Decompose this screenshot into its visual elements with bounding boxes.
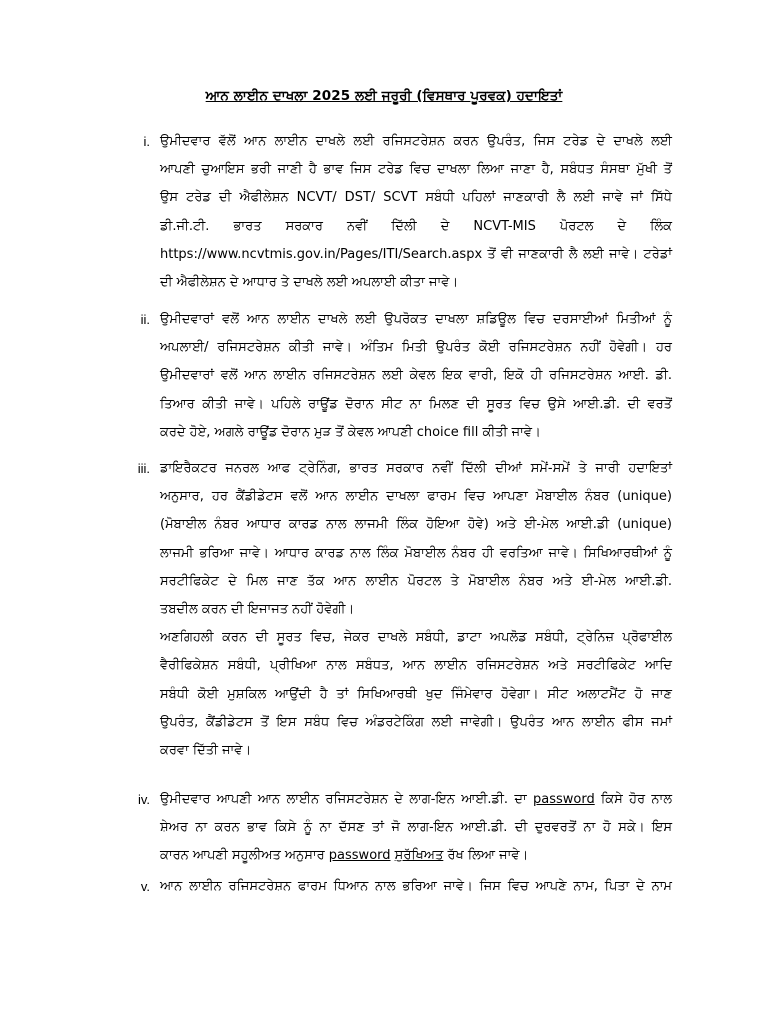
- item-text: [160, 873, 672, 901]
- text-line: ਕਰਵਾ ਦਿੱਤੀ ਜਾਵੇ।: [160, 743, 252, 759]
- secure-term: ਸੁਰੱਖਿਅਤ: [394, 848, 444, 864]
- item-text: [160, 306, 672, 447]
- text-line: ਵੈਰੀਫਿਕੇਸ਼ਨ ਸਬੰਧੀ, ਪ੍ਰੀਖਿਆ ਨਾਲ ਸਬੰਧਤ, ਆਨ ਲਾਈਨ ਰਜਿਸਟਰੇਸ਼ਨ ਅਤੇ ਸਰਟੀਫਿਕੇਟ ਆਦਿ: [160, 658, 672, 674]
- text-segment: ਕਿਸੇ ਹੋਰ ਨਾਲ: [594, 792, 673, 807]
- text-line: ਉਮੀਦਵਾਰ ਵੱਲੋਂ ਆਨ ਲਾਈਨ ਦਾਖਲੇ ਲਈ ਰਜਿਸਟਰੇਸ਼ਨ ਕਰਨ ਉਪਰੰਤ, ਜਿਸ ਟਰੇਡ ਦੇ ਦਾਖਲੇ ਲਈ: [160, 134, 672, 149]
- text-line: ਦੀ ਐਫੀਲੇਸ਼ਨ ਦੇ ਆਧਾਰ ਤੇ ਦਾਖਲੇ ਲਈ ਅਪਲਾਈ ਕੀਤਾ ਜਾਵੇ।: [160, 275, 459, 291]
- text-line: ਅਪਲਾਈ/ ਰਜਿਸਟਰੇਸ਼ਨ ਕੀਤੀ ਜਾਵੇ। ਅੰਤਿਮ ਮਿਤੀ ਉਪਰੰਤ ਕੋਈ ਰਜਿਸਟਰੇਸ਼ਨ ਨਹੀਂ ਹੋਵੇਗੀ। ਹਰ: [160, 340, 672, 356]
- text-line: ਲਾਜਮੀ ਭਰਿਆ ਜਾਵੇ। ਆਧਾਰ ਕਾਰਡ ਨਾਲ ਲਿੰਕ ਮੋਬਾਈਲ ਨੰਬਰ ਹੀ ਵਰਤਿਆ ਜਾਵੇ। ਸਿਖਿਆਰਥੀਆਂ ਨੂੰ: [160, 545, 672, 561]
- text-line: ਸ਼ੇਅਰ ਨਾ ਕਰਨ ਭਾਵ ਕਿਸੇ ਨੂੰ ਨਾ ਦੱਸਣ ਤਾਂ ਜੋ ਲਾਗ-ਇਨ ਆਈ.ਡੀ. ਦੀ ਦੁਰਵਰਤੋਂ ਨਾ ਹੋ ਸਕੇ। ਇਸ: [160, 820, 672, 836]
- password-term: password: [328, 848, 391, 864]
- text-line: ਸਬੰਧੀ ਕੋਈ ਮੁਸ਼ਕਿਲ ਆਉਂਦੀ ਹੈ ਤਾਂ ਸਿਖਿਆਰਥੀ ਖੁਦ ਜਿੰਮੇਵਾਰ ਹੋਵੇਗਾ। ਸੀਟ ਅਲਾਟਮੈਂਟ ਹੋ ਜਾਣ: [160, 686, 672, 702]
- text-line: ਉਸ ਟਰੇਡ ਦੀ ਐਫੀਲੇਸ਼ਨ NCVT/ DST/ SCVT ਸਬੰਧੀ ਪਹਿਲਾਂ ਜਾਣਕਾਰੀ ਲੈ ਲਈ ਜਾਵੇ ਜਾਂ ਸਿੱਧੇ: [160, 190, 672, 206]
- text-segment: ਉਮੀਦਵਾਰ ਆਪਣੀ ਆਨ ਲਾਈਨ ਰਜਿਸਟਰੇਸ਼ਨ ਦੇ ਲਾਗ-ਇਨ ਆਈ.ਡੀ. ਦਾ: [160, 792, 533, 807]
- text-segment: ਰੱਖ ਲਿਆ ਜਾਵੇ।: [443, 848, 529, 864]
- item-number: i.: [143, 134, 150, 149]
- text-line: ਤਬਦੀਲ ਕਰਨ ਦੀ ਇਜਾਜਤ ਨਹੀਂ ਹੋਵੇਗੀ।: [160, 602, 355, 618]
- text-line: ਡੀ.ਜੀ.ਟੀ. ਭਾਰਤ ਸਰਕਾਰ ਨਵੀਂ ਦਿੱਲੀ ਦੇ NCVT-MIS ਪੋਰਟਲ ਦੇ ਲਿੰਕ: [160, 218, 672, 234]
- text-segment: ਕਾਰਨ ਆਪਣੀ ਸਹੂਲੀਅਤ ਅਨੁਸਾਰ: [160, 848, 329, 864]
- text-line: [160, 842, 672, 870]
- text-line: ਅਣਗਿਹਲੀ ਕਰਨ ਦੀ ਸੂਰਤ ਵਿਚ, ਜੇਕਰ ਦਾਖਲੇ ਸਬੰਧੀ, ਡਾਟਾ ਅਪਲੋਡ ਸਬੰਧੀ, ਟ੍ਰੇਨਿਜ਼ ਪ੍ਰੋਫਾਈਲ: [160, 630, 672, 646]
- item-text: [160, 128, 672, 297]
- document-title: ਆਨ ਲਾਈਨ ਦਾਖਲਾ 2025 ਲਈ ਜਰੂਰੀ (ਵਿਸਥਾਰ ਪੂਰਵਕ) ਹਦਾਇਤਾਂ: [205, 88, 563, 104]
- text-line: ਉਮੀਦਵਾਰਾਂ ਵਲੋਂ ਆਨ ਲਾਈਨ ਦਾਖਲੇ ਲਈ ਉਪਰੋਕਤ ਦਾਖਲਾ ਸ਼ਡਿਊਲ ਵਿਚ ਦਰਸਾਈਆਂ ਮਿਤੀਆਂ ਨੂੰ: [160, 312, 672, 327]
- item-number: v.: [140, 879, 150, 894]
- text-line: [160, 786, 672, 814]
- text-line: https://www.ncvtmis.gov.in/Pages/ITI/Search.aspx ਤੋਂ ਵੀ ਜਾਣਕਾਰੀ ਲੈ ਲਈ ਜਾਵੇ। ਟਰੇਡਾਂ: [160, 246, 672, 262]
- item-text: [160, 786, 672, 871]
- text-line: (ਮੋਬਾਈਲ ਨੰਬਰ ਆਧਾਰ ਕਾਰਡ ਨਾਲ ਲਾਜਮੀ ਲਿੰਕ ਹੋਇਆ ਹੋਵੇ) ਅਤੇ ਈ-ਮੇਲ ਆਈ.ਡੀ (unique): [160, 517, 672, 533]
- text-line: ਸਰਟੀਫਿਕੇਟ ਦੇ ਮਿਲ ਜਾਣ ਤੱਕ ਆਨ ਲਾਈਨ ਪੋਰਟਲ ਤੇ ਮੋਬਾਈਲ ਨੰਬਰ ਅਤੇ ਈ-ਮੇਲ ਆਈ.ਡੀ.: [160, 573, 672, 589]
- text-line: ਤਿਆਰ ਕੀਤੀ ਜਾਵੇ। ਪਹਿਲੇ ਰਾਊਂਡ ਦੋਰਾਨ ਸੀਟ ਨਾ ਮਿਲਣ ਦੀ ਸੂਰਤ ਵਿਚ ਉਸੇ ਆਈ.ਡੀ. ਦੀ ਵਰਤੋਂ: [160, 396, 672, 412]
- text-line: ਉਪਰੰਤ, ਕੈਂਡੀਡੇਟਸ ਤੋਂ ਇਸ ਸਬੰਧ ਵਿਚ ਅੰਡਰਟੇਕਿੰਗ ਲਈ ਜਾਵੇਗੀ। ਉਪਰੰਤ ਆਨ ਲਾਈਨ ਫੀਸ ਜਮਾਂ: [160, 714, 672, 730]
- text-line: ਕਰਦੇ ਹੋਏ, ਅਗਲੇ ਰਾਊਂਡ ਦੋਰਾਨ ਮੁੜ ਤੋਂ ਕੇਵਲ ਆਪਣੀ choice fill ਕੀਤੀ ਜਾਵੇ।: [160, 424, 541, 440]
- text-line: ਉਮੀਦਵਾਰਾਂ ਵਲੋਂ ਆਨ ਲਾਈਨ ਰਜਿਸਟਰੇਸ਼ਨ ਲਈ ਕੇਵਲ ਇਕ ਵਾਰੀ, ਇਕੋ ਹੀ ਰਜਿਸਟਰੇਸ਼ਨ ਆਈ. ਡੀ.: [160, 368, 672, 384]
- text-line: ਅਨੁਸਾਰ, ਹਰ ਕੈਂਡੀਡੇਟਸ ਵਲੋਂ ਆਨ ਲਾਈਨ ਦਾਖਲਾ ਫਾਰਮ ਵਿਚ ਆਪਣਾ ਮੋਬਾਈਲ ਨੰਬਰ (unique): [160, 489, 672, 505]
- text-line: ਆਪਣੀ ਚੁਆਇਸ ਭਰੀ ਜਾਣੀ ਹੈ ਭਾਵ ਜਿਸ ਟਰੇਡ ਵਿਚ ਦਾਖਲਾ ਲਿਆ ਜਾਣਾ ਹੈ, ਸਬੰਧਤ ਸੰਸਥਾ ਮੁੱਖੀ ਤੋਂ: [160, 162, 672, 178]
- item-number: iii.: [137, 461, 150, 476]
- item-text: [160, 455, 672, 765]
- text-line: ਆਨ ਲਾਈਨ ਰਜਿਸਟਰੇਸ਼ਨ ਫਾਰਮ ਧਿਆਨ ਨਾਲ ਭਰਿਆ ਜਾਵੇ। ਜਿਸ ਵਿਚ ਆਪਣੇ ਨਾਮ, ਪਿਤਾ ਦੇ ਨਾਮ: [160, 879, 672, 894]
- password-term: password: [533, 792, 595, 807]
- text-line: ਡਾਇਰੈਕਟਰ ਜਨਰਲ ਆਫ ਟ੍ਰੇਨਿੰਗ, ਭਾਰਤ ਸਰਕਾਰ ਨਵੀਂ ਦਿੱਲੀ ਦੀਆਂ ਸਮੇਂ-ਸਮੇਂ ਤੇ ਜਾਰੀ ਹਦਾਇਤਾਂ: [160, 461, 672, 476]
- item-number: ii.: [140, 312, 150, 327]
- item-number: iv.: [137, 792, 150, 807]
